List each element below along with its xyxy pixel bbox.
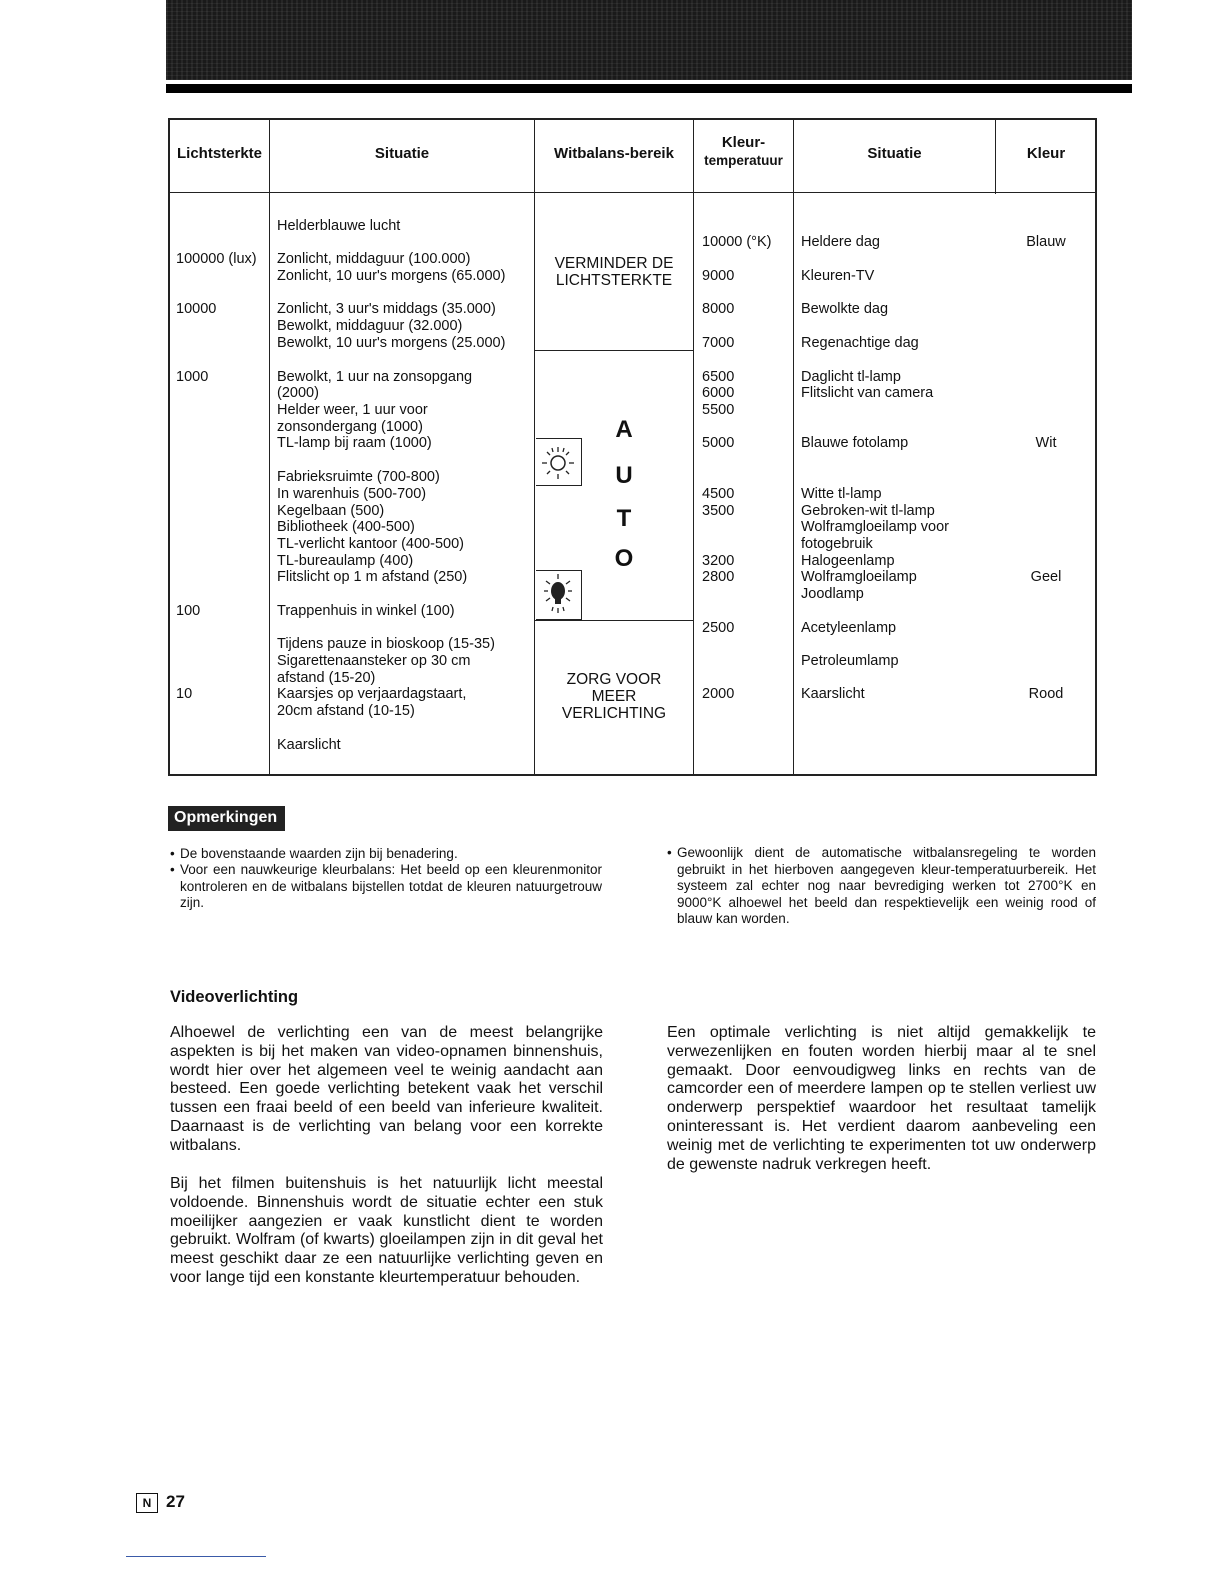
situation-left: Helder weer, 1 uur voor [277,402,428,418]
situation-right: Regenachtige dag [801,335,919,351]
daylight-icon-box [536,438,582,486]
situation-right: Halogeenlamp [801,553,895,569]
table-divider [793,118,794,776]
reduce-light-label: LICHTSTERKTE [555,272,673,289]
temperature-value: 5500 [702,402,735,418]
situation-right: Daglicht tl-lamp [801,369,901,385]
temperature-value: 4500 [702,486,735,502]
lux-value: 100000 (lux) [176,251,257,267]
situation-right: Blauwe fotolamp [801,435,909,451]
reduce-light-label: VERMINDER DE [554,255,674,272]
situation-right: Wolframgloeilamp voor [801,519,950,535]
note-left-2: Voor een nauwkeurige kleurbalans: Het beeld op een kleurenmonitor kontroleren en de witbalans bijstellen totdat de kleuren natuurgetrouw zijn. [180,862,602,910]
header-banner [166,0,1132,80]
color-label: Wit [1035,435,1057,451]
lux-value: 10 [176,686,193,702]
temperature-value: 9000 [702,268,735,284]
witbalans-rule [534,350,693,351]
situation-left: Trappenhuis in winkel (100) [277,603,455,619]
situation-left: Zonlicht, middaguur (100.000) [277,251,471,267]
header-situatie: Situatie [374,145,430,162]
situation-left: Bibliotheek (400-500) [277,519,415,535]
situation-left: Sigarettenaansteker op 30 cm [277,653,471,669]
auto-letter: T [616,505,632,532]
situation-left: Fabrieksruimte (700-800) [277,469,440,485]
temperature-value: 3500 [702,503,735,519]
page-number: 27 [166,1492,185,1511]
bullet-icon: • [667,845,672,860]
situation-right: Wolframgloeilamp [801,569,917,585]
temperature-value: 7000 [702,335,735,351]
situation-left: Zonlicht, 10 uur's morgens (65.000) [277,268,506,284]
lux-value: 1000 [176,369,209,385]
temperature-value: 2800 [702,569,735,585]
header-lichtsterkte: Lichtsterkte [176,145,263,162]
situation-left: In warenhuis (500-700) [277,486,427,502]
header-witbalans: Witbalans-bereik [554,145,674,162]
more-light-label: VERLICHTING [561,705,667,722]
light-bulb-icon [536,571,580,617]
table-header-rule [168,192,1097,193]
temperature-value: 5000 [702,435,735,451]
paragraph-left-2: Bij het filmen buitenshuis is het natuurlijk licht meestal voldoende. Binnenshuis wordt de situatie echter een stuk moeilijker aangezien er vaak kunstlicht dient te worden gebruikt. Wolfram (of kwarts) gloeilampen zijn in dit geval het meest geschikt daar ze een natuurlijke verlichting geven en voor lange tijd een konstante kleurtemperatuur behouden. [170,1175,603,1286]
situation-left: Bewolkt, 1 uur na zonsopgang [277,369,473,385]
notes-heading: Opmerkingen [168,806,285,831]
more-light-label: ZORG VOOR [566,671,662,688]
temperature-value: 2000 [702,686,735,702]
situation-left: zonsondergang (1000) [277,419,423,435]
situation-left: TL-verlicht kantoor (400-500) [277,536,464,552]
language-code-box: N [136,1493,158,1513]
header-kleur: Kleur [1026,145,1066,162]
situation-left: TL-bureaulamp (400) [277,553,414,569]
note-left-1: De bovenstaande waarden zijn bij benadering. [180,846,458,861]
situation-right: fotogebruik [801,536,873,552]
header-kleurtemperatuur-1: Kleur- [721,134,766,151]
situation-left: 20cm afstand (10-15) [277,703,415,719]
paragraph-left-1: Alhoewel de verlichting een van de meest belangrijke aspekten is bij het maken van video-opnamen binnenshuis, wordt hier over het algemeen veel te weinig aandacht aan besteed. Een goede verlichting betekent vaak het verschil tussen een fraai beeld of een beeld van inferieure kwaliteit. Daarnaast is de verlichting van belang voor een korrekte witbalans. [170,1024,603,1154]
auto-letter: A [615,416,633,443]
temperature-value: 6500 [702,369,735,385]
situation-left: Tijdens pauze in bioskoop (15-35) [277,636,495,652]
situation-right: Witte tl-lamp [801,486,882,502]
situation-left: TL-lamp bij raam (1000) [277,435,432,451]
situation-left: Kaarsjes op verjaardagstaart, [277,686,467,702]
situation-left: Bewolkt, middaguur (32.000) [277,318,463,334]
temperature-value: 3200 [702,553,735,569]
header-rule [166,84,1132,93]
temperature-value: 10000 (°K) [702,234,772,250]
situation-left: Flitslicht op 1 m afstand (250) [277,569,468,585]
situation-right: Kleuren-TV [801,268,875,284]
more-light-label: MEER [591,688,637,705]
situation-right: Gebroken-wit tl-lamp [801,503,935,519]
table-divider [269,118,270,776]
footer-rule [126,1556,266,1557]
situation-right: Heldere dag [801,234,880,250]
situation-left: (2000) [277,385,319,401]
section-heading: Videoverlichting [170,988,299,1006]
situation-left: Kegelbaan (500) [277,503,385,519]
temperature-value: 8000 [702,301,735,317]
situation-left: Helderblauwe lucht [277,218,401,234]
lux-value: 10000 [176,301,217,317]
color-label: Rood [1028,686,1064,702]
auto-letter: O [614,545,634,572]
sun-icon [536,439,580,483]
header-situatie-right: Situatie [867,145,922,162]
header-kleurtemperatuur-2: temperatuur [704,153,783,168]
bullet-icon: • [170,862,175,877]
situation-right: Kaarslicht [801,686,865,702]
situation-left: Kaarslicht [277,737,341,753]
situation-right: Acetyleenlamp [801,620,897,636]
temperature-value: 2500 [702,620,735,636]
note-right-1: Gewoonlijk dient de automatische witbalansregeling te worden gebruikt in het hierboven aangegeven kleur-temperatuurbereik. Het systeem zal echter nog naar bevrediging werken tot 2700°K en 9000°K alhoewel het beeld dan respektievelijk een weinig rood of blauw kan worden. [677,845,1096,926]
situation-right: Joodlamp [801,586,864,602]
tungsten-icon-box [536,570,582,620]
bullet-icon: • [170,846,175,861]
situation-left: afstand (15-20) [277,670,376,686]
temperature-value: 6000 [702,385,735,401]
auto-letter: U [615,462,633,489]
situation-right: Flitslicht van camera [801,385,934,401]
situation-right: Petroleumlamp [801,653,899,669]
situation-left: Zonlicht, 3 uur's middags (35.000) [277,301,496,317]
lux-value: 100 [176,603,201,619]
color-label: Blauw [1026,234,1066,250]
table-divider [693,118,694,776]
situation-right: Bewolkte dag [801,301,889,317]
paragraph-right-1: Een optimale verlichting is niet altijd gemakkelijk te verwezenlijken en fouten worden hierbij maar al te snel gemaakt. Door eenvoudigweg links en rechts van de camcorder een of meerdere lampen op te stellen verliest uw onderwerp perspektief waardoor het resultaat tamelijk oninteressant is. Het verdient daarom aanbeveling een weinig met de verlichting te experimenten tot uw onderwerp de gewenste nadruk verkregen heeft. [667,1024,1096,1173]
situation-left: Bewolkt, 10 uur's morgens (25.000) [277,335,506,351]
color-label: Geel [1030,569,1062,585]
